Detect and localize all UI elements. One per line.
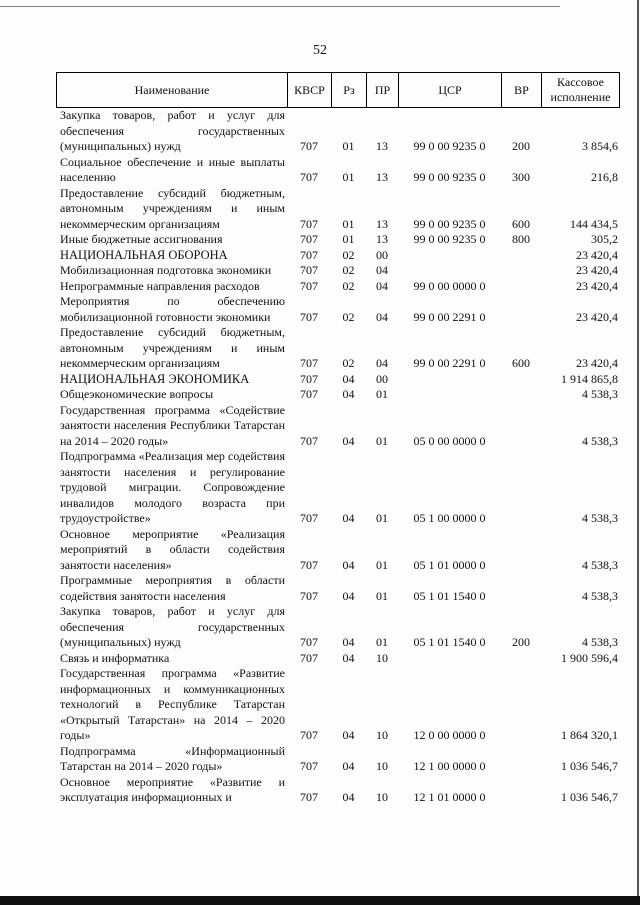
cell-vr: 300	[512, 170, 530, 184]
cell-kas: 305,2	[591, 232, 618, 246]
cell-kvsr: 707	[300, 557, 318, 572]
cell-kas: 4 538,3	[582, 433, 618, 448]
cell-kas: 23 420,4	[576, 247, 618, 262]
cell-name: Закупка товаров, работ и услуг для обеспечения государственных (муниципальных) нужд	[60, 604, 285, 649]
cell-name: Иные бюджетные ассигнования	[60, 232, 223, 246]
table-row	[56, 775, 620, 806]
cell-kas: 1 900 596,4	[561, 650, 618, 665]
cell-kas: 1 914 865,8	[561, 371, 618, 386]
cell-kas: 216,8	[591, 170, 618, 184]
table-row	[56, 248, 620, 264]
cell-csr: 12 0 00 0000 0	[413, 728, 486, 742]
cell-kas: 4 538,3	[582, 635, 618, 649]
cell-rz: 01	[342, 216, 355, 231]
cell-pr: 10	[376, 650, 388, 665]
table-row	[56, 108, 620, 155]
table-row	[56, 325, 620, 372]
cell-csr: 05 1 01 1540 0	[413, 635, 486, 649]
scan-edge-right	[637, 0, 639, 905]
cell-rz: 01	[342, 139, 355, 153]
cell-kas: 1 864 320,1	[561, 728, 618, 742]
table-row	[56, 403, 620, 450]
cell-csr: 05 1 00 0000 0	[413, 511, 486, 525]
cell-name: Подпрограмма «Реализация мер содействия занятости населения и регулирование трудовой миграции. Сопровождение инвалидов молодого возраста при трудоустройстве»	[60, 449, 285, 525]
header-pr: ПР	[366, 73, 398, 107]
cell-pr: 04	[376, 356, 388, 370]
cell-pr: 13	[376, 139, 388, 153]
cell-rz: 01	[342, 170, 355, 184]
cell-name: Непрограммные направления расходов	[60, 278, 260, 293]
cell-pr: 04	[376, 263, 388, 277]
cell-csr: 99 0 00 9235 0	[413, 216, 486, 231]
cell-pr: 04	[376, 278, 388, 293]
table-row	[56, 449, 620, 527]
cell-pr: 10	[376, 759, 388, 773]
cell-kvsr: 707	[300, 511, 318, 525]
cell-kas: 23 420,4	[576, 309, 618, 324]
table-body	[56, 108, 620, 806]
cell-kvsr: 707	[300, 588, 318, 603]
cell-csr: 05 1 01 0000 0	[413, 557, 486, 572]
cell-pr: 01	[376, 511, 388, 525]
cell-name: НАЦИОНАЛЬНАЯ ЭКОНОМИКА	[60, 371, 250, 386]
header-rz: Рз	[331, 73, 366, 107]
cell-pr: 13	[376, 232, 388, 246]
cell-rz: 04	[342, 371, 355, 386]
cell-kvsr: 707	[300, 170, 318, 184]
cell-kvsr: 707	[300, 309, 318, 324]
cell-name: Связь и информатика	[60, 650, 170, 665]
cell-rz: 04	[342, 635, 355, 649]
cell-name: Мероприятия по обеспечению мобилизационной готовности экономики	[60, 294, 285, 324]
cell-kvsr: 707	[300, 650, 318, 665]
cell-name: Закупка товаров, работ и услуг для обеспечения государственных (муниципальных) нужд	[60, 108, 285, 153]
cell-kvsr: 707	[300, 635, 318, 649]
table-row	[56, 573, 620, 604]
header-name: Наименование	[56, 73, 287, 107]
table-row	[56, 744, 620, 775]
table-row	[56, 186, 620, 233]
cell-vr: 200	[512, 635, 530, 649]
header-kvsr: КВСР	[287, 73, 331, 107]
cell-kvsr: 707	[300, 247, 318, 262]
cell-kas: 23 420,4	[576, 356, 618, 370]
cell-rz: 02	[342, 247, 355, 262]
cell-csr: 99 0 00 2291 0	[413, 309, 486, 324]
table-row	[56, 232, 620, 248]
cell-rz: 04	[342, 557, 355, 572]
cell-name: Предоставление субсидий бюджетным, автономным учреждениям и иным некоммерческим организациям	[60, 325, 285, 370]
cell-pr: 10	[376, 790, 388, 804]
cell-rz: 02	[342, 356, 355, 370]
table-row	[56, 651, 620, 667]
cell-pr: 01	[376, 387, 388, 401]
table-row	[56, 527, 620, 574]
table-row	[56, 294, 620, 325]
cell-csr: 99 0 00 9235 0	[413, 232, 486, 246]
cell-rz: 04	[342, 588, 355, 603]
cell-pr: 13	[376, 216, 388, 231]
cell-csr: 99 0 00 2291 0	[413, 356, 486, 370]
cell-csr: 99 0 00 0000 0	[413, 278, 486, 293]
cell-name: Государственная программа «Содействие занятости населения Республики Татарстан на 2014 – 2020 годы»	[60, 402, 285, 448]
table-header	[56, 72, 620, 108]
cell-name: Общеэкономические вопросы	[60, 387, 214, 401]
cell-rz: 02	[342, 263, 355, 277]
cell-kvsr: 707	[300, 728, 318, 742]
cell-rz: 04	[342, 387, 355, 401]
table-row	[56, 263, 620, 279]
table-row	[56, 604, 620, 651]
cell-name: Основное мероприятие «Развитие и эксплуатация информационных и	[60, 774, 285, 804]
cell-kvsr: 707	[300, 759, 318, 773]
cell-kas: 23 420,4	[576, 278, 618, 293]
cell-name: Подпрограмма «Информационный Татарстан на 2014 – 2020 годы»	[60, 743, 285, 773]
cell-vr: 800	[512, 232, 530, 246]
cell-name: Социальное обеспечение и иные выплаты населению	[60, 154, 285, 184]
cell-kas: 1 036 546,7	[561, 759, 618, 773]
cell-kvsr: 707	[300, 278, 318, 293]
cell-kas: 4 538,3	[582, 588, 618, 603]
cell-kvsr: 707	[300, 263, 318, 277]
cell-rz: 04	[342, 650, 355, 665]
table-row	[56, 155, 620, 186]
scan-edge-top	[0, 6, 560, 7]
cell-csr: 05 1 01 1540 0	[413, 588, 486, 603]
cell-pr: 00	[376, 371, 388, 386]
cell-rz: 04	[342, 790, 355, 804]
cell-vr: 600	[512, 216, 530, 231]
cell-kvsr: 707	[300, 371, 318, 386]
cell-rz: 04	[342, 511, 355, 525]
cell-name: Государственная программа «Развитие информационных и коммуникационных технологий в Республике Татарстан «Открытый Татарстан» на 2014 – 2020 годы»	[60, 666, 285, 742]
cell-pr: 00	[376, 247, 388, 262]
cell-kas: 144 434,5	[570, 216, 618, 231]
cell-rz: 01	[342, 232, 355, 246]
cell-kas: 4 538,3	[582, 511, 618, 525]
cell-pr: 01	[376, 557, 388, 572]
table-row	[56, 372, 620, 388]
cell-rz: 04	[342, 759, 355, 773]
page-number: 52	[313, 43, 327, 58]
table-row	[56, 666, 620, 744]
cell-csr: 99 0 00 9235 0	[413, 139, 486, 153]
table-row	[56, 279, 620, 295]
cell-kvsr: 707	[300, 216, 318, 231]
header-csr: ЦСР	[398, 73, 501, 107]
table-row	[56, 387, 620, 403]
cell-name: Мобилизационная подготовка экономики	[60, 263, 272, 277]
cell-csr: 05 0 00 0000 0	[413, 433, 486, 448]
cell-rz: 02	[342, 309, 355, 324]
cell-kvsr: 707	[300, 356, 318, 370]
cell-kas: 3 854,6	[582, 139, 618, 153]
cell-kvsr: 707	[300, 387, 318, 401]
scan-edge-bottom	[0, 896, 640, 905]
cell-kvsr: 707	[300, 232, 318, 246]
cell-kas: 4 538,3	[582, 387, 618, 401]
cell-name: НАЦИОНАЛЬНАЯ ОБОРОНА	[60, 247, 228, 262]
header-kas: Кассовое исполнение	[541, 73, 620, 107]
cell-pr: 04	[376, 309, 388, 324]
cell-rz: 02	[342, 278, 355, 293]
cell-csr: 12 1 00 0000 0	[413, 759, 486, 773]
cell-name: Основное мероприятие «Реализация мероприятий в области содействия занятости населения»	[60, 526, 285, 572]
cell-pr: 01	[376, 635, 388, 649]
cell-name: Предоставление субсидий бюджетным, автономным учреждениям и иным некоммерческим организациям	[60, 185, 285, 231]
cell-kvsr: 707	[300, 433, 318, 448]
cell-vr: 200	[512, 139, 530, 153]
budget-table	[56, 72, 620, 806]
cell-kvsr: 707	[300, 790, 318, 804]
cell-rz: 04	[342, 728, 355, 742]
cell-csr: 12 1 01 0000 0	[413, 790, 486, 804]
cell-kas: 23 420,4	[576, 263, 618, 277]
cell-rz: 04	[342, 433, 355, 448]
cell-kas: 4 538,3	[582, 557, 618, 572]
cell-kas: 1 036 546,7	[561, 790, 618, 804]
cell-pr: 01	[376, 433, 388, 448]
cell-pr: 01	[376, 588, 388, 603]
cell-kvsr: 707	[300, 139, 318, 153]
cell-pr: 13	[376, 170, 388, 184]
cell-pr: 10	[376, 728, 388, 742]
header-vr: ВР	[501, 73, 541, 107]
cell-vr: 600	[512, 356, 530, 370]
cell-csr: 99 0 00 9235 0	[413, 170, 486, 184]
cell-name: Программные мероприятия в области содействия занятости населения	[60, 573, 285, 603]
